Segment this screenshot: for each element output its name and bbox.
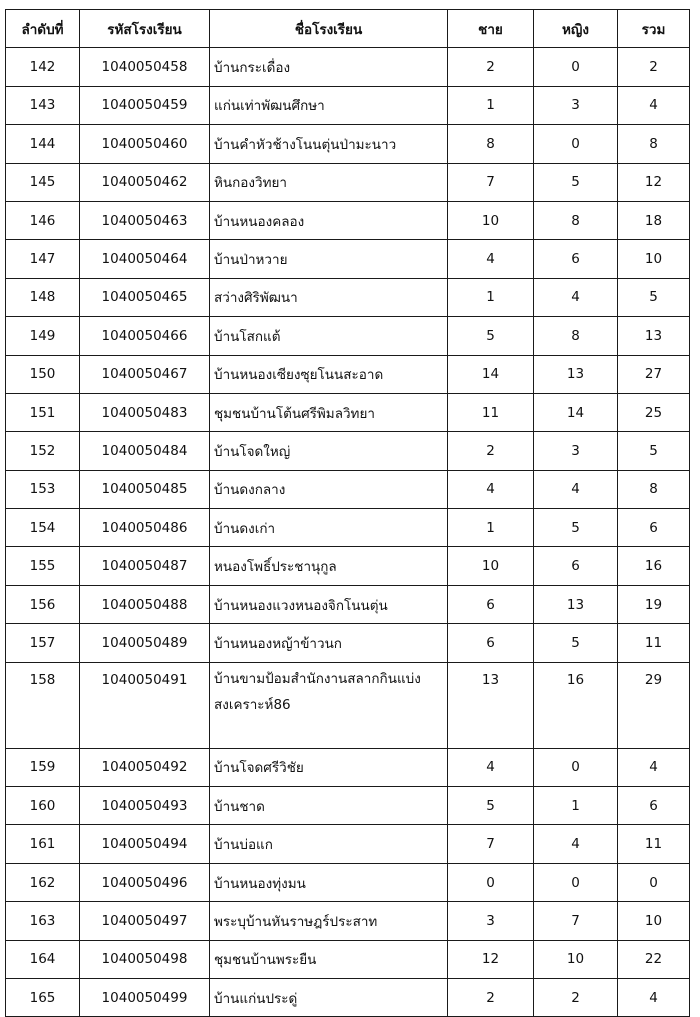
cell-school-code: 1040050491 (80, 662, 210, 748)
cell-school-name: บ้านกระเดื่อง (210, 48, 448, 86)
cell-no: 150 (6, 355, 80, 393)
cell-school-name: บ้านดงกลาง (210, 470, 448, 508)
cell-female: 6 (534, 240, 618, 278)
table-row (6, 125, 690, 163)
cell-male: 5 (448, 317, 534, 355)
cell-no: 156 (6, 585, 80, 623)
cell-female: 6 (534, 547, 618, 585)
cell-female: 13 (534, 585, 618, 623)
cell-total: 18 (618, 201, 690, 239)
cell-total: 4 (618, 748, 690, 786)
cell-school-name: บ้านหนองหญ้าข้าวนก (210, 624, 448, 662)
cell-school-code: 1040050488 (80, 585, 210, 623)
cell-school-name: บ้านหนองแวงหนองจิกโนนตุ่น (210, 585, 448, 623)
cell-no: 149 (6, 317, 80, 355)
cell-school-code: 1040050497 (80, 902, 210, 940)
table-row (6, 86, 690, 124)
cell-total: 8 (618, 470, 690, 508)
cell-female: 0 (534, 48, 618, 86)
cell-school-name: บ้านบ่อแก (210, 825, 448, 863)
cell-school-code: 1040050499 (80, 978, 210, 1016)
cell-school-name: บ้านโจดใหญ่ (210, 432, 448, 470)
table-body (6, 48, 690, 1017)
cell-total: 25 (618, 393, 690, 431)
cell-no: 154 (6, 509, 80, 547)
table-row (6, 317, 690, 355)
cell-male: 14 (448, 355, 534, 393)
table-row (6, 825, 690, 863)
cell-no: 146 (6, 201, 80, 239)
table-row (6, 940, 690, 978)
cell-total: 6 (618, 509, 690, 547)
cell-school-name: บ้านป่าหวาย (210, 240, 448, 278)
cell-no: 155 (6, 547, 80, 585)
cell-female: 5 (534, 624, 618, 662)
cell-school-name: บ้านหนองเซียงซุยโนนสะอาด (210, 355, 448, 393)
cell-school-code: 1040050498 (80, 940, 210, 978)
cell-school-code: 1040050460 (80, 125, 210, 163)
cell-school-code: 1040050486 (80, 509, 210, 547)
cell-male: 11 (448, 393, 534, 431)
cell-female: 10 (534, 940, 618, 978)
cell-female: 13 (534, 355, 618, 393)
cell-school-code: 1040050458 (80, 48, 210, 86)
cell-female: 8 (534, 317, 618, 355)
table-row (6, 470, 690, 508)
table-row (6, 355, 690, 393)
table-row (6, 662, 690, 748)
cell-school-name: บ้านชาด (210, 787, 448, 825)
cell-male: 1 (448, 86, 534, 124)
cell-male: 10 (448, 201, 534, 239)
cell-no: 153 (6, 470, 80, 508)
cell-school-name: บ้านขามป้อมสำนักงานสลากกินแบ่งสงเคราะห์86 (210, 662, 448, 748)
table-row (6, 863, 690, 901)
cell-school-code: 1040050483 (80, 393, 210, 431)
cell-school-name: บ้านคำหัวช้างโนนตุ่นป่ามะนาว (210, 125, 448, 163)
cell-school-code: 1040050467 (80, 355, 210, 393)
cell-no: 164 (6, 940, 80, 978)
school-enrollment-table (5, 9, 690, 1017)
cell-male: 7 (448, 163, 534, 201)
cell-male: 4 (448, 470, 534, 508)
table-row (6, 902, 690, 940)
cell-total: 5 (618, 278, 690, 316)
cell-school-name: บ้านโจดศรีวิชัย (210, 748, 448, 786)
cell-total: 2 (618, 48, 690, 86)
cell-male: 7 (448, 825, 534, 863)
cell-total: 6 (618, 787, 690, 825)
table-row (6, 393, 690, 431)
cell-female: 14 (534, 393, 618, 431)
cell-total: 0 (618, 863, 690, 901)
cell-female: 7 (534, 902, 618, 940)
cell-school-name: บ้านหนองคลอง (210, 201, 448, 239)
cell-male: 2 (448, 432, 534, 470)
cell-female: 0 (534, 748, 618, 786)
cell-female: 3 (534, 86, 618, 124)
cell-female: 4 (534, 278, 618, 316)
cell-male: 2 (448, 978, 534, 1016)
cell-female: 2 (534, 978, 618, 1016)
cell-total: 11 (618, 825, 690, 863)
table-row (6, 509, 690, 547)
cell-male: 12 (448, 940, 534, 978)
cell-male: 10 (448, 547, 534, 585)
cell-school-name: พระบุบ้านหันราษฎร์ประสาท (210, 902, 448, 940)
cell-school-code: 1040050492 (80, 748, 210, 786)
table-row (6, 201, 690, 239)
cell-male: 5 (448, 787, 534, 825)
cell-total: 11 (618, 624, 690, 662)
cell-school-name: บ้านหนองทุ่งมน (210, 863, 448, 901)
cell-no: 152 (6, 432, 80, 470)
table-row (6, 278, 690, 316)
cell-no: 148 (6, 278, 80, 316)
cell-no: 161 (6, 825, 80, 863)
cell-no: 147 (6, 240, 80, 278)
table-header-row (6, 10, 690, 48)
cell-male: 0 (448, 863, 534, 901)
cell-female: 5 (534, 163, 618, 201)
cell-school-code: 1040050463 (80, 201, 210, 239)
cell-no: 151 (6, 393, 80, 431)
cell-school-name: หินกองวิทยา (210, 163, 448, 201)
cell-no: 144 (6, 125, 80, 163)
cell-total: 4 (618, 978, 690, 1016)
cell-total: 19 (618, 585, 690, 623)
cell-female: 4 (534, 825, 618, 863)
table-row (6, 240, 690, 278)
cell-school-name: บ้านดงเก่า (210, 509, 448, 547)
cell-no: 158 (6, 662, 80, 748)
header-female: หญิง (534, 10, 618, 48)
table-row (6, 748, 690, 786)
cell-male: 1 (448, 509, 534, 547)
cell-male: 4 (448, 748, 534, 786)
cell-school-code: 1040050493 (80, 787, 210, 825)
cell-male: 1 (448, 278, 534, 316)
cell-no: 157 (6, 624, 80, 662)
header-total: รวม (618, 10, 690, 48)
cell-no: 163 (6, 902, 80, 940)
cell-no: 145 (6, 163, 80, 201)
cell-no: 160 (6, 787, 80, 825)
table-row (6, 787, 690, 825)
cell-school-name: ชุมชนบ้านโต้นศรีพิมลวิทยา (210, 393, 448, 431)
header-code: รหัสโรงเรียน (80, 10, 210, 48)
cell-total: 8 (618, 125, 690, 163)
cell-total: 16 (618, 547, 690, 585)
cell-male: 6 (448, 585, 534, 623)
cell-school-code: 1040050496 (80, 863, 210, 901)
cell-total: 27 (618, 355, 690, 393)
cell-male: 3 (448, 902, 534, 940)
table-row (6, 978, 690, 1016)
cell-school-code: 1040050462 (80, 163, 210, 201)
header-male: ชาย (448, 10, 534, 48)
cell-total: 29 (618, 662, 690, 748)
cell-female: 3 (534, 432, 618, 470)
table-row (6, 163, 690, 201)
cell-no: 142 (6, 48, 80, 86)
table-row (6, 48, 690, 86)
table-row (6, 585, 690, 623)
cell-total: 10 (618, 240, 690, 278)
cell-school-code: 1040050464 (80, 240, 210, 278)
cell-school-name: สว่างศิริพัฒนา (210, 278, 448, 316)
table-row (6, 624, 690, 662)
cell-female: 0 (534, 863, 618, 901)
cell-male: 4 (448, 240, 534, 278)
cell-school-name: ชุมชนบ้านพระยืน (210, 940, 448, 978)
cell-school-name: แก่นเท่าพัฒนศึกษา (210, 86, 448, 124)
cell-school-name: บ้านโสกแต้ (210, 317, 448, 355)
cell-school-code: 1040050489 (80, 624, 210, 662)
cell-school-code: 1040050466 (80, 317, 210, 355)
cell-female: 8 (534, 201, 618, 239)
cell-school-code: 1040050487 (80, 547, 210, 585)
cell-female: 16 (534, 662, 618, 748)
cell-total: 13 (618, 317, 690, 355)
cell-total: 12 (618, 163, 690, 201)
cell-school-code: 1040050484 (80, 432, 210, 470)
cell-male: 6 (448, 624, 534, 662)
cell-no: 159 (6, 748, 80, 786)
cell-school-code: 1040050485 (80, 470, 210, 508)
cell-male: 2 (448, 48, 534, 86)
cell-female: 5 (534, 509, 618, 547)
cell-total: 22 (618, 940, 690, 978)
cell-school-name: บ้านแก่นประดู่ (210, 978, 448, 1016)
cell-school-code: 1040050459 (80, 86, 210, 124)
cell-total: 5 (618, 432, 690, 470)
header-name: ชื่อโรงเรียน (210, 10, 448, 48)
cell-total: 10 (618, 902, 690, 940)
cell-school-name: หนองโพธิ์ประชานุกูล (210, 547, 448, 585)
cell-male: 13 (448, 662, 534, 748)
cell-school-code: 1040050494 (80, 825, 210, 863)
header-no: ลำดับที่ (6, 10, 80, 48)
cell-female: 1 (534, 787, 618, 825)
cell-school-code: 1040050465 (80, 278, 210, 316)
cell-female: 4 (534, 470, 618, 508)
cell-no: 143 (6, 86, 80, 124)
cell-male: 8 (448, 125, 534, 163)
table-row (6, 432, 690, 470)
cell-total: 4 (618, 86, 690, 124)
table-row (6, 547, 690, 585)
cell-no: 165 (6, 978, 80, 1016)
cell-no: 162 (6, 863, 80, 901)
cell-female: 0 (534, 125, 618, 163)
